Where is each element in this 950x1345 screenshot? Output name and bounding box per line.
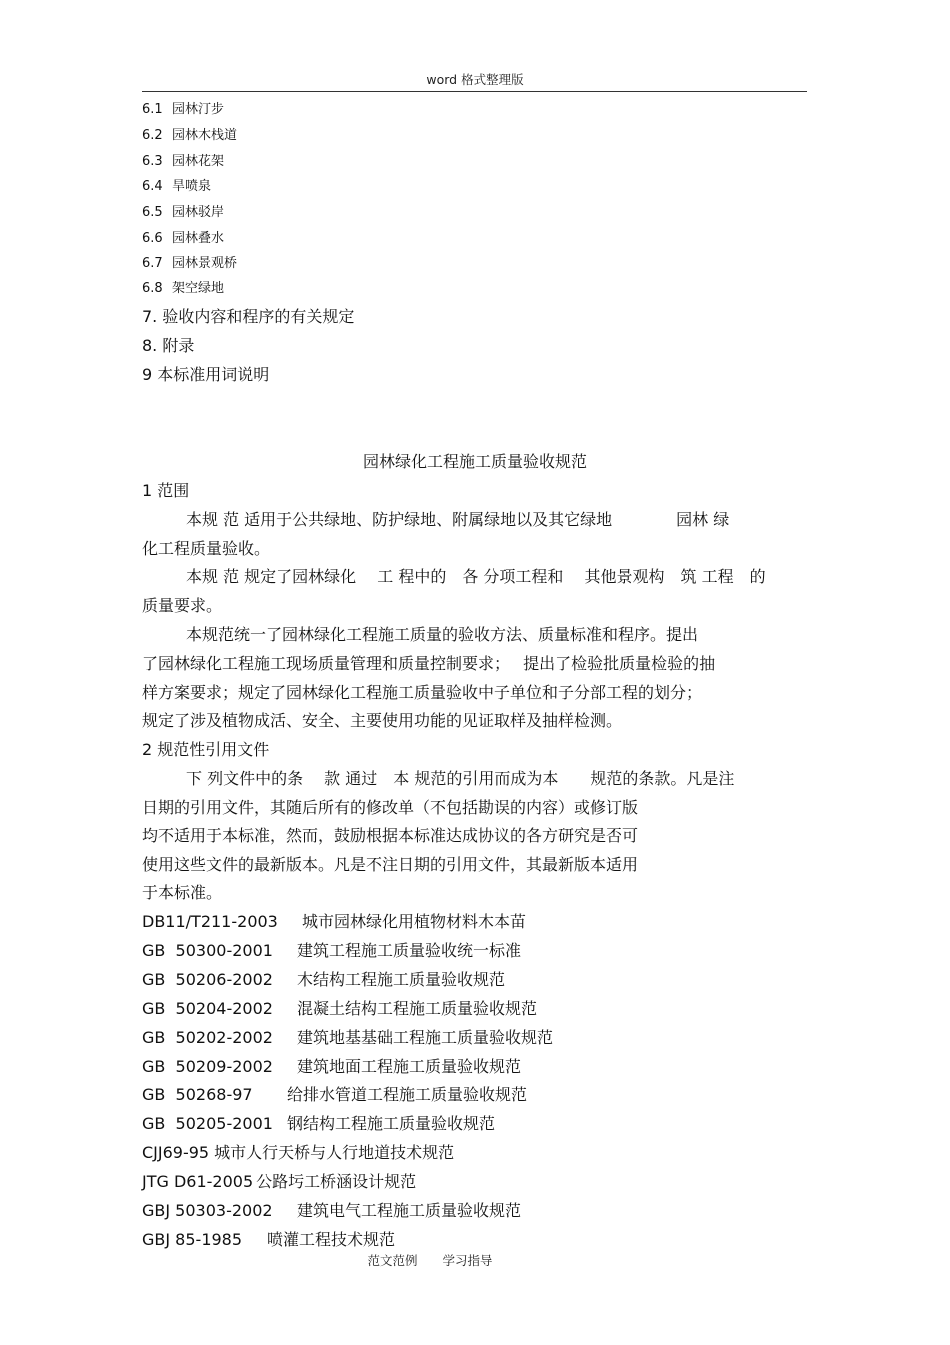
reference-title: 混凝土结构工程施工质量验收规范 [297, 999, 538, 1018]
toc-item [142, 201, 224, 220]
toc-item-number: 6.1 [142, 102, 163, 117]
paragraph-line: 下 列文件中的条 款 通过 本 规范的引用而成为本 规范的条款。凡是注 [186, 769, 735, 788]
reference-title: 建筑地基基础工程施工质量验收规范 [297, 1028, 554, 1047]
toc-item-number: 6.5 [142, 205, 163, 220]
reference-code: GBJ 85-1985 [142, 1230, 243, 1249]
reference-item [142, 938, 521, 961]
reference-code: JTG D61-2005 [142, 1172, 254, 1191]
toc-item-label: 园林叠水 [172, 231, 225, 246]
paragraph-line: 本规 范 适用于公共绿地、防护绿地、附属绿地以及其它绿地 园林 绿 [186, 510, 730, 529]
reference-item [142, 967, 505, 990]
toc-item-label: 园林木栈道 [172, 128, 238, 143]
reference-item [142, 1111, 495, 1134]
reference-code: DB11/T211-2003 [142, 912, 278, 931]
reference-item [142, 1140, 454, 1163]
page-footer: 范文范例 学习指导 [367, 1253, 493, 1268]
paragraph-line: 规定了涉及植物成活、安全、主要使用功能的见证取样及抽样检测。 [142, 711, 623, 730]
paragraph-line: 样方案要求；规定了园林绿化工程施工质量验收中子单位和子分部工程的划分； [142, 683, 703, 702]
reference-code: GB 50202-2002 [142, 1028, 273, 1047]
toc-item [142, 98, 224, 117]
reference-title: 喷灌工程技术规范 [267, 1230, 396, 1249]
toc-item [142, 227, 224, 246]
toc-item [142, 150, 224, 169]
reference-item [142, 996, 537, 1019]
header-divider [142, 91, 807, 92]
section-heading: 1 范围 [142, 481, 190, 500]
toc-item-label: 架空绿地 [172, 281, 225, 296]
document-title: 园林绿化工程施工质量验收规范 [362, 452, 587, 471]
paragraph-line: 日期的引用文件，其随后所有的修改单（不包括勘误的内容）或修订版 [142, 798, 639, 817]
reference-title: 建筑工程施工质量验收统一标准 [297, 941, 522, 960]
reference-item [142, 1169, 416, 1192]
toc-item [142, 277, 224, 296]
toc-item-label: 园林汀步 [172, 102, 225, 117]
reference-title: 公路圬工桥涵设计规范 [256, 1172, 417, 1191]
reference-code: GB 50268-97 [142, 1085, 253, 1104]
reference-item [142, 1082, 527, 1105]
toc-item-label: 园林驳岸 [172, 205, 225, 220]
toc-item-label: 旱喷泉 [172, 179, 212, 194]
reference-item [142, 1198, 521, 1221]
toc-item-number: 6.8 [142, 281, 163, 296]
reference-title: 城市园林绿化用植物材料木本苗 [302, 912, 527, 931]
reference-item [142, 1227, 395, 1250]
paragraph-line: 本规 范 规定了园林绿化 工 程中的 各 分项工程和 其他景观构 筑 工程 的 [186, 567, 766, 586]
reference-item [142, 1025, 553, 1048]
toc-item-label: 园林花架 [172, 154, 225, 169]
reference-code: GBJ 50303-2002 [142, 1201, 273, 1220]
reference-title: 建筑地面工程施工质量验收规范 [297, 1057, 522, 1076]
toc-main-item: 8. 附录 [142, 336, 195, 355]
reference-code: CJJ69-95 [142, 1143, 210, 1162]
toc-item-number: 6.2 [142, 128, 163, 143]
toc-item-number: 6.3 [142, 154, 163, 169]
reference-title: 给排水管道工程施工质量验收规范 [287, 1085, 528, 1104]
toc-item [142, 175, 211, 194]
paragraph-line: 本规范统一了园林绿化工程施工质量的验收方法、质量标准和程序。提出 [186, 625, 699, 644]
section-heading: 2 规范性引用文件 [142, 740, 270, 759]
toc-main-item: 7. 验收内容和程序的有关规定 [142, 307, 355, 326]
reference-code: GB 50300-2001 [142, 941, 273, 960]
reference-code: GB 50204-2002 [142, 999, 273, 1018]
reference-title: 钢结构工程施工质量验收规范 [287, 1114, 496, 1133]
paragraph-line: 化工程质量验收。 [142, 539, 271, 558]
toc-item-number: 6.6 [142, 231, 163, 246]
toc-item-number: 6.7 [142, 256, 163, 271]
paragraph-line: 质量要求。 [142, 596, 223, 615]
reference-code: GB 50206-2002 [142, 970, 273, 989]
paragraph-line: 于本标准。 [142, 883, 223, 902]
toc-item [142, 252, 237, 271]
reference-item [142, 1054, 521, 1077]
reference-item [142, 909, 526, 932]
paragraph-line: 使用这些文件的最新版本。凡是不注日期的引用文件，其最新版本适用 [142, 855, 639, 874]
paragraph-line: 均不适用于本标准，然而，鼓励根据本标准达成协议的各方研究是否可 [142, 826, 639, 845]
header-text: word 格式整理版 [426, 72, 524, 87]
toc-main-item: 9 本标准用词说明 [142, 365, 270, 384]
reference-code: GB 50205-2001 [142, 1114, 273, 1133]
reference-title: 木结构工程施工质量验收规范 [297, 970, 506, 989]
toc-item-number: 6.4 [142, 179, 163, 194]
paragraph-line: 了园林绿化工程施工现场质量管理和质量控制要求； 提出了检验批质量检验的抽 [142, 654, 716, 673]
reference-title: 城市人行天桥与人行地道技术规范 [214, 1143, 455, 1162]
reference-code: GB 50209-2002 [142, 1057, 273, 1076]
reference-title: 建筑电气工程施工质量验收规范 [297, 1201, 522, 1220]
toc-item-label: 园林景观桥 [172, 256, 238, 271]
toc-item [142, 124, 237, 143]
